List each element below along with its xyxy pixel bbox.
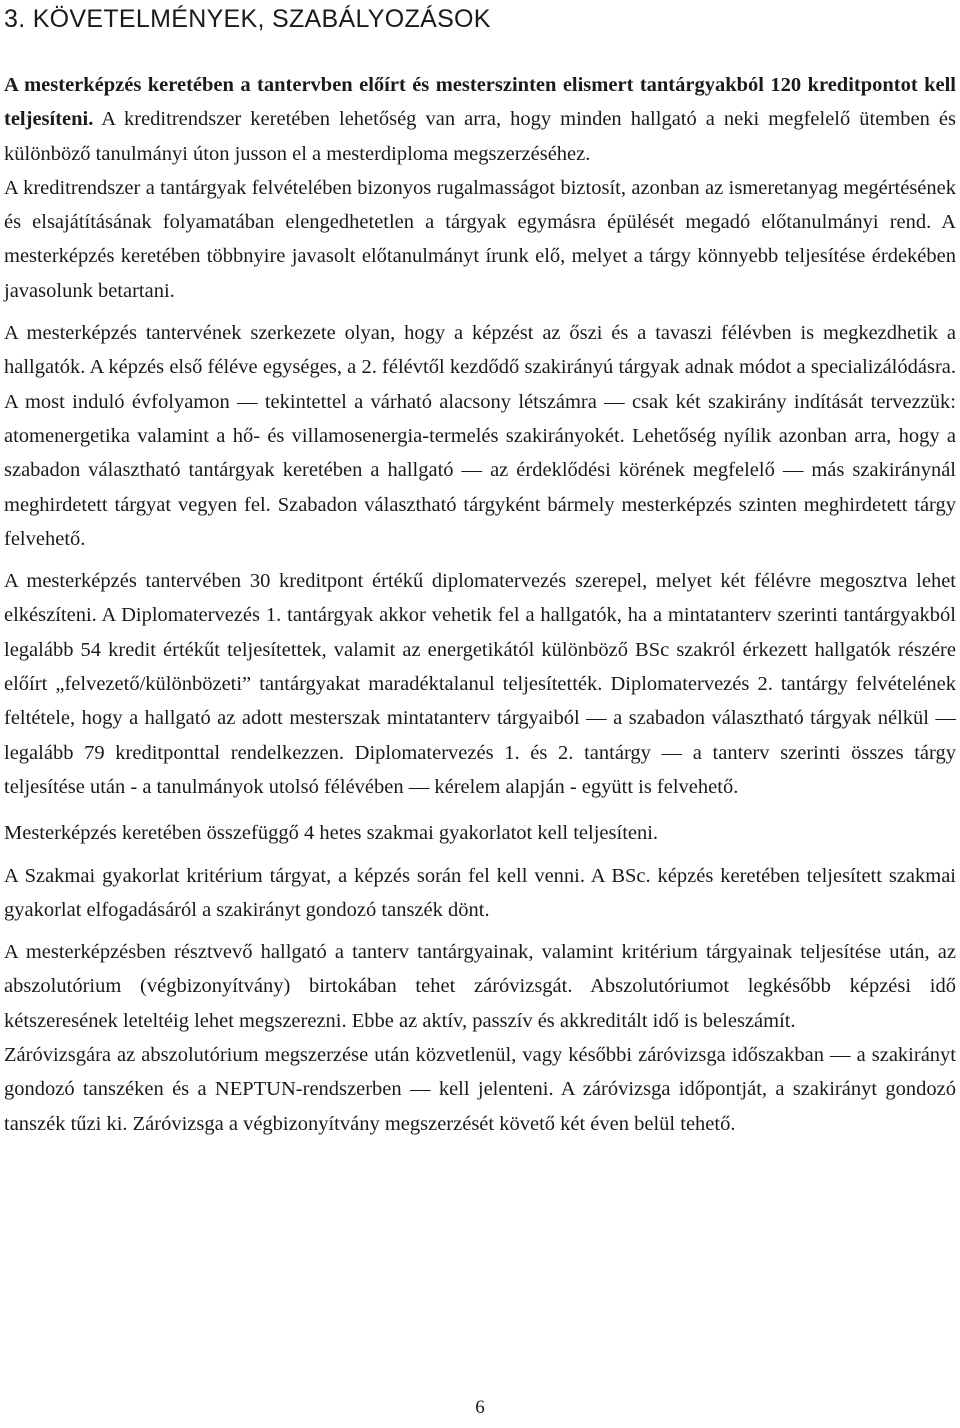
paragraph-prerequisites: A kreditrendszer a tantárgyak felvételében bizonyos rugalmasságot biztosít, azonban az ismeretanyag megértésének és elsajátításának folyamatában elengedhetetlen a tárgyak egymásra épülését megadó előtanulmányi rend. A mesterképzés keretében többnyire javasolt előtanulmányt írunk elő, melyet a tárgy könnyebb teljesítése érdekében javasolunk betartani.	[4, 176, 956, 302]
paragraph-internship-criterion: A Szakmai gyakorlat kritérium tárgyat, a képzés során fel kell venni. A BSc. képzés keretében teljesített szakmai gyakorlat elfogadásáról a szakirányt gondozó tanszék dönt.	[4, 864, 956, 921]
document-body	[4, 68, 956, 1141]
paragraph-absolutorium: A mesterképzésben résztvevő hallgató a tanterv tantárgyainak, valamint kritérium tárgyainak teljesítése után, az abszolutórium (végbizonyítvány) birtokában tehet záróvizsgát. Abszolutóriumot legkésőbb képzési idő kétszeresének leteltéig lehet megszerezni. Ebbe az aktív, passzív és akkreditált idő is beleszámít.	[4, 941, 956, 1032]
paragraph-final-exam: Záróvizsgára az abszolutórium megszerzése után közvetlenül, vagy későbbi záróvizsga időszakban — a szakirányt gondozó tanszéken és a NEPTUN-rendszerben — kell jelenteni. A záróvizsga időpontját, a szakirányt gondozó tanszék tűzi ki. Záróvizsga a végbizonyítvány megszerzését követő két éven belül tehető.	[4, 1044, 956, 1135]
paragraph-curriculum-structure: A mesterképzés tantervének szerkezete olyan, hogy a képzést az őszi és a tavaszi félévben is megkezdhetik a hallgatók. A képzés első féléve egységes, a 2. félévtől kezdődő szakirányú tárgyak adnak módot a specializálódásra. A most induló évfolyamon — tekintettel a várható alacsony létszámra — csak két szakirány indítását tervezzük: atomenergetika valamint a hő- és villamosenergia-termelés szakirányokét. Lehetőség nyílik azonban arra, hogy a szabadon választható tantárgyak keretében a hallgató — az érdeklődési körének megfelelő — más szakiránynál meghirdetett tárgyat vegyen fel. Szabadon választható tárgyként bármely mesterképzés szinten meghirdetett tárgy felvehető.	[4, 322, 956, 550]
paragraph-thesis: A mesterképzés tantervében 30 kreditpont értékű diplomatervezés szerepel, melyet két félévre megosztva lehet elkészíteni. A Diplomatervezés 1. tantárgyak akkor vehetik fel a hallgatók, ha a mintatanterv szerinti tantárgyakból legalább 54 kredit értékűt teljesítettek, valamit az energetikától különböző BSc szakról érkezett hallgatók részére előírt „felvezető/különbözeti” tantárgyakat maradéktalanul teljesítették. Diplomatervezés 2. tantárgy felvételének feltétele, hogy a hallgató az adott mesterszak mintatanterv tárgyaiból — a szabadon választható tárgyak nélkül — legalább 79 kreditponttal rendelkezzen. Diplomatervezés 1. és 2. tantárgy — a tanterv szerinti összes tárgy teljesítése után - a tanulmányok utolsó félévében — kérelem alapján - együtt is felvehető.	[4, 570, 956, 798]
section-heading: 3. KÖVETELMÉNYEK, SZABÁLYOZÁSOK	[4, 5, 491, 33]
paragraph-internship: Mesterképzés keretében összefüggő 4 hetes szakmai gyakorlatot kell teljesíteni.	[4, 822, 659, 845]
page-number: 6	[475, 1397, 485, 1418]
credit-system-text: A kreditrendszer keretében lehetőség van arra, hogy minden hallgató a neki megfelelő ütemben és különböző tanulmányi úton jusson el a mesterdiploma megszerzéséhez.	[4, 108, 956, 165]
credit-requirement-bold-text: A mesterképzés keretében a tantervben előírt és mesterszinten elismert tantárgyakból 120 kreditpontot kell teljesíteni.	[4, 74, 956, 131]
paragraph-credit-requirement	[4, 68, 956, 171]
